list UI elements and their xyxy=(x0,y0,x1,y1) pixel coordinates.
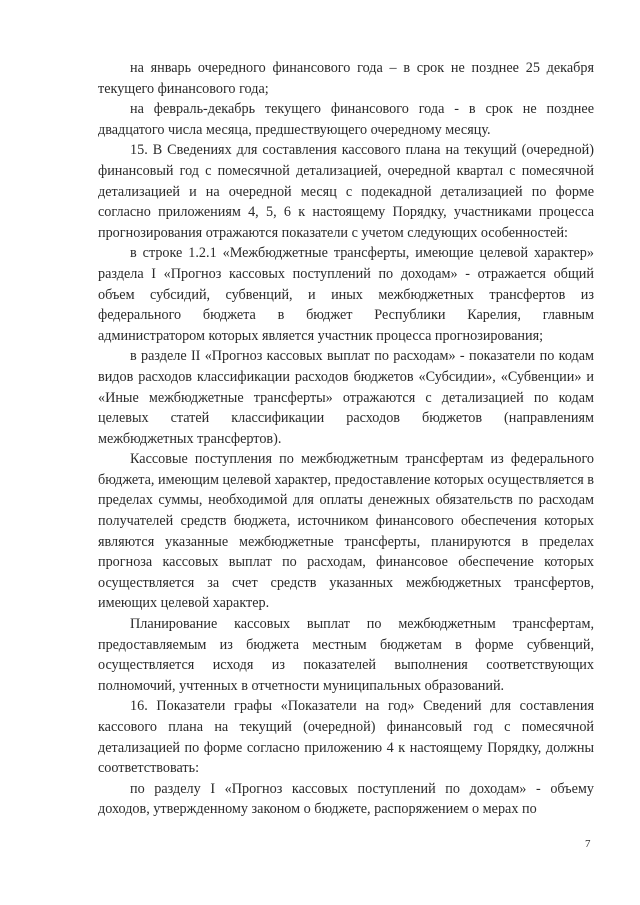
paragraph-january-deadline: на январь очередного финансового года – в срок не позднее 25 декабря текущего финансового года; xyxy=(98,60,594,97)
paragraph-cash-receipts: Кассовые поступления по межбюджетным трансфертам из федерального бюджета, имеющим целевой характер, предоставление которых осуществляется в пределах суммы, необходимой для оплаты денежных обязательств по расходам получателей средств бюджета, источником финансового обеспечения которых являются указанные межбюджетные трансферты, планируются в пределах прогноза кассовых выплат по расходам, финансовое обеспечение которых осуществляется за счет средств указанных межбюджетных трансфертов, имеющих целевой характер. xyxy=(98,451,594,612)
paragraph-item-15: 15. В Сведениях для составления кассового плана на текущий (очередной) финансовый год с помесячной детализацией, очередной квартал с помесячной детализацией и на очередной месяц с подекадной детализацией по форме согласно приложениям 4, 5, 6 к настоящему Порядку, участниками процесса прогнозирования отражаются показатели с учетом следующих особенностей: xyxy=(98,142,594,241)
paragraph-item-16: 16. Показатели графы «Показатели на год» Сведений для составления кассового плана на текущий (очередной) финансовый год с помесячной детализацией по форме согласно приложению 4 к настоящему Порядку, должны соответствовать: xyxy=(98,698,594,777)
page-number: 7 xyxy=(585,838,591,850)
document-body xyxy=(98,58,594,820)
paragraph-section-1-revenues: по разделу I «Прогноз кассовых поступлений по доходам» - объему доходов, утвержденному законом о бюджете, распоряжением о мерах по xyxy=(98,780,594,818)
paragraph-line-1-2-1: в строке 1.2.1 «Межбюджетные трансферты, имеющие целевой характер» раздела I «Прогноз кассовых поступлений по доходам» - отражается общий объем субсидий, субвенций, и иных межбюджетных трансфертов из федерального бюджета в бюджет Республики Карелия, главным администратором которых является участник процесса прогнозирования; xyxy=(98,245,594,344)
paragraph-section-2: в разделе II «Прогноз кассовых выплат по расходам» - показатели по кодам видов расходов классификации расходов бюджетов «Субсидии», «Субвенции» и «Иные межбюджетные трансферты» отражаются с детализацией по кодам целевых статей классификации расходов бюджетов (направлениям межбюджетных трансфертов). xyxy=(98,348,594,447)
paragraph-planning-payments: Планирование кассовых выплат по межбюджетным трансфертам, предоставляемым из бюджета местным бюджетам в форме субвенций, осуществляется исходя из показателей выполнения соответствующих полномочий, учтенных в отчетности муниципальных образований. xyxy=(98,616,594,694)
paragraph-february-december-deadline: на февраль-декабрь текущего финансового года - в срок не позднее двадцатого числа месяца, предшествующего очередному месяцу. xyxy=(98,101,594,138)
